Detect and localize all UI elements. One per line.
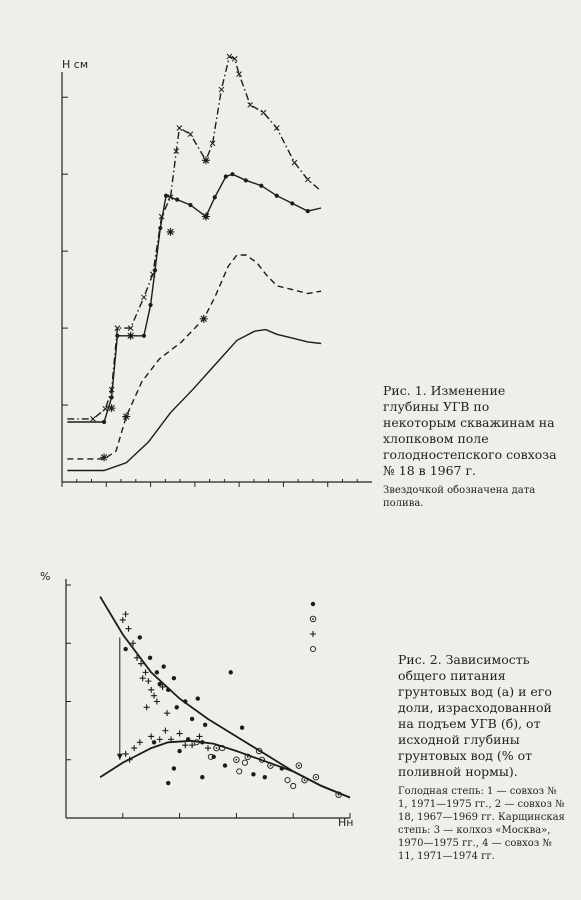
circle-dot-center bbox=[216, 747, 218, 749]
figure2-point-plus bbox=[131, 745, 137, 751]
figure2-caption-block bbox=[398, 652, 568, 863]
figure2-point-dot bbox=[223, 763, 227, 767]
figure2-point-circle-dot bbox=[296, 763, 302, 769]
figure2-legend bbox=[310, 602, 316, 652]
figure2-y0-arrowhead-icon bbox=[117, 754, 123, 760]
figure2-point-plus bbox=[162, 728, 168, 734]
figure2-point-dot bbox=[200, 740, 204, 744]
figure2-point-plus bbox=[154, 699, 160, 705]
figure2-point-dot bbox=[186, 737, 190, 741]
figure2-point-dot bbox=[229, 670, 233, 674]
figure2-point-plus bbox=[205, 745, 211, 751]
figure2-point-circle-dot bbox=[234, 757, 240, 763]
figure2-point-plus bbox=[125, 626, 131, 632]
figure2-point-dot bbox=[138, 635, 142, 639]
figure2-point-dot bbox=[161, 664, 165, 668]
figure2-point-dot bbox=[263, 775, 267, 779]
circle-dot-center bbox=[304, 779, 306, 781]
figure2-point-dot bbox=[152, 740, 156, 744]
figure2-point-dot bbox=[203, 723, 207, 727]
figure2-point-plus bbox=[123, 751, 129, 757]
figure2-point-dot bbox=[240, 726, 244, 730]
figure2-point-dot bbox=[172, 676, 176, 680]
figure2-point-dot bbox=[196, 696, 200, 700]
figure2-point-dot bbox=[155, 670, 159, 674]
figure2-point-circle bbox=[291, 783, 296, 788]
figure2-point-circle bbox=[237, 769, 242, 774]
figure2-y-axis-label: % bbox=[40, 570, 51, 583]
figure2-point-dot bbox=[123, 647, 127, 651]
figure2-x-axis-label: Нн bbox=[338, 816, 354, 829]
figure2-point-circle bbox=[285, 778, 290, 783]
figure1-y-axis-label: Н см bbox=[62, 58, 89, 71]
figure2-axes bbox=[66, 579, 350, 818]
figure2-point-circle-dot bbox=[214, 745, 220, 751]
figure2-point-plus bbox=[145, 678, 151, 684]
figure2-point-dot bbox=[166, 781, 170, 785]
figure2-point-plus bbox=[123, 611, 129, 617]
figure2-point-dot bbox=[148, 656, 152, 660]
circle-dot-center bbox=[312, 618, 314, 620]
figure2-point-dot bbox=[172, 766, 176, 770]
figure2-legend-circle-dot-icon bbox=[310, 616, 316, 622]
figure2-legend-plus-icon bbox=[310, 631, 316, 637]
figure2-point-dot bbox=[190, 717, 194, 721]
figure1-caption-block bbox=[383, 383, 565, 510]
figure2-point-plus bbox=[120, 617, 126, 623]
figure2-point-plus bbox=[164, 710, 170, 716]
circle-dot-center bbox=[270, 765, 272, 767]
figure2-points bbox=[120, 611, 342, 797]
figure2-legend-dot-icon bbox=[311, 602, 315, 606]
figure2-point-dot bbox=[200, 775, 204, 779]
figure2-point-plus bbox=[151, 693, 157, 699]
figure2-point-dot bbox=[251, 772, 255, 776]
figure2-point-dot bbox=[158, 682, 162, 686]
figure2-point-dot bbox=[280, 766, 284, 770]
figure2-point-dot bbox=[183, 699, 187, 703]
figure1-note: Звездочкой обозначена дата полива. bbox=[383, 485, 536, 509]
figure2-point-plus bbox=[177, 731, 183, 737]
circle-dot-center bbox=[315, 776, 317, 778]
figure2-point-plus bbox=[143, 669, 149, 675]
figure2-point-circle-dot bbox=[313, 774, 319, 780]
figure2-point-dot bbox=[166, 688, 170, 692]
figure2-legend-circle-icon bbox=[310, 646, 315, 651]
circle-dot-center bbox=[247, 756, 249, 758]
figure2-point-plus bbox=[196, 733, 202, 739]
figure2-point-plus bbox=[144, 704, 150, 710]
figure1-caption: Рис. 1. Изменение глубины УГВ по некоторым скважинам на хлопковом поле голодностепского совхоза № 18 в 1967 г. bbox=[383, 383, 557, 478]
figure2-point-plus bbox=[148, 733, 154, 739]
figure2-point-dot bbox=[177, 749, 181, 753]
circle-dot-center bbox=[298, 765, 300, 767]
figure2-point-plus bbox=[148, 687, 154, 693]
figure2-caption: Рис. 2. Зависимость общего питания грунтовых вод (а) и его доли, израсходованной на подъем УГВ (б), от исходной глубины грунтовых вод (% от поливной нормы). bbox=[398, 652, 552, 779]
figure2-point-plus bbox=[157, 736, 163, 742]
figure2-point-plus bbox=[140, 675, 146, 681]
circle-dot-center bbox=[236, 759, 238, 761]
figure2-point-plus bbox=[182, 742, 188, 748]
figure2-note: Голодная степь: 1 — совхоз № 1, 1971—1975 гг., 2 — совхоз № 18, 1967—1969 гг. Карщинская степь: 3 — колхоз «Москва», 1970—1975 гг., 4 — совхоз № 11, 1971—1974 гг. bbox=[398, 786, 565, 862]
circle-dot-center bbox=[258, 750, 260, 752]
circle-dot-center bbox=[338, 794, 340, 796]
figure2-point-circle bbox=[242, 760, 247, 765]
figure2-curve-b bbox=[100, 741, 350, 798]
figure2-point-dot bbox=[175, 705, 179, 709]
figure2-point-plus bbox=[137, 739, 143, 745]
